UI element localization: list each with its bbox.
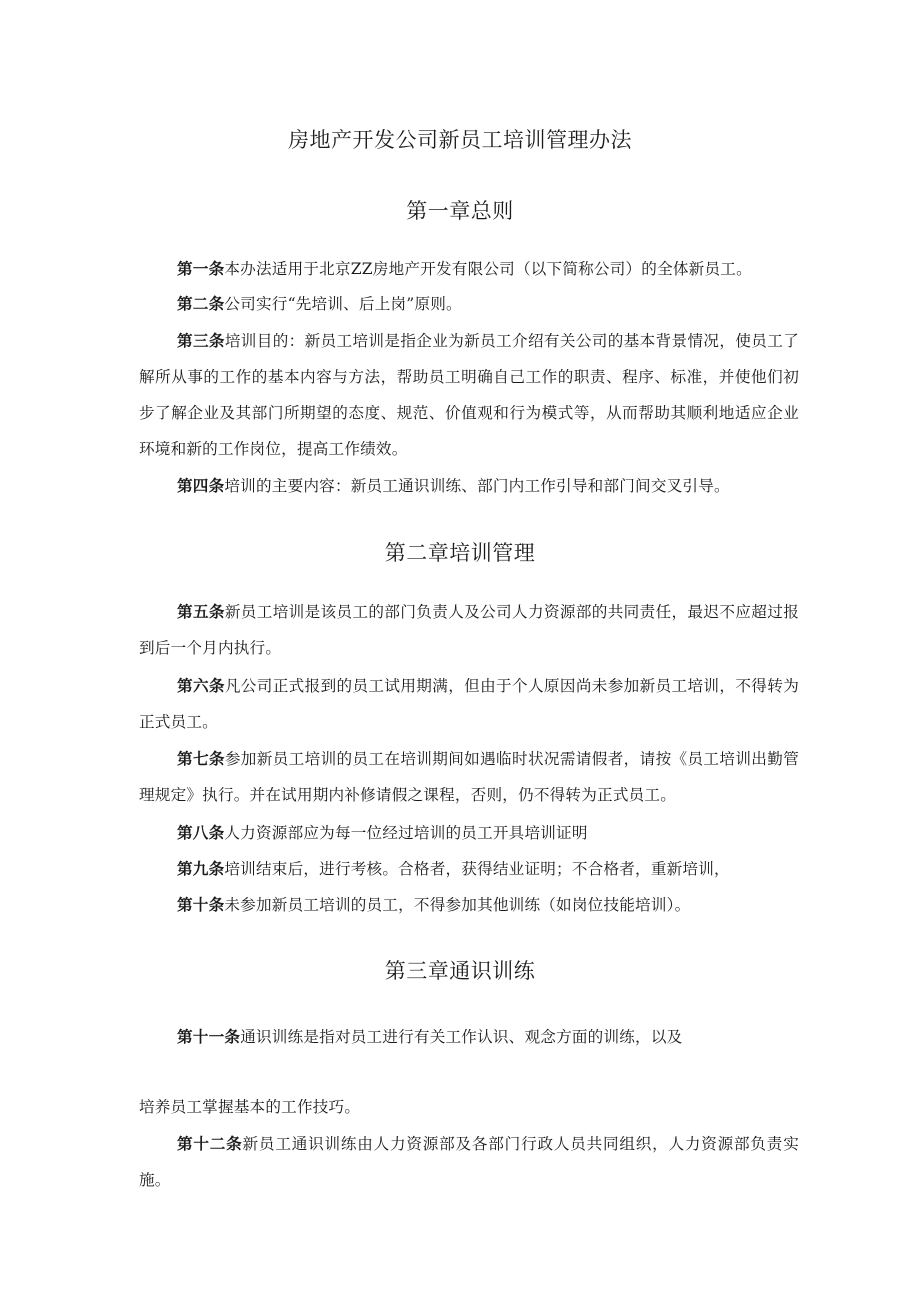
article-2-label: 第二条 bbox=[177, 295, 225, 313]
article-12 bbox=[139, 1126, 799, 1198]
article-8-label: 第八条 bbox=[177, 824, 225, 842]
article-1 bbox=[139, 251, 829, 287]
chapter-3-heading: 第三章通识训练 bbox=[384, 959, 536, 983]
article-5-text: 新员工培训是该员工的部门负责人及公司人力资源部的共同责任，最迟不应超过报到后一个月内执行。 bbox=[139, 603, 799, 657]
article-8-text: 人力资源部应为每一位经过培训的员工开具培训证明 bbox=[224, 824, 588, 842]
article-1-text: 本办法适用于北京ZZ房地产开发有限公司（以下简称公司）的全体新员工。 bbox=[224, 260, 752, 278]
article-6 bbox=[139, 668, 799, 740]
article-1-label: 第一条 bbox=[177, 260, 225, 278]
article-7 bbox=[139, 741, 799, 813]
article-9-text: 培训结束后，进行考核。合格者，获得结业证明；不合格者，重新培训， bbox=[224, 860, 730, 878]
article-10-text: 未参加新员工培训的员工，不得参加其他训练（如岗位技能培训）。 bbox=[224, 896, 691, 914]
article-10-label: 第十条 bbox=[177, 896, 225, 914]
article-4 bbox=[139, 468, 799, 504]
article-3 bbox=[139, 323, 799, 467]
article-5 bbox=[139, 594, 799, 666]
article-3-label: 第三条 bbox=[177, 332, 225, 350]
article-5-label: 第五条 bbox=[177, 603, 225, 621]
article-12-label: 第十二条 bbox=[177, 1135, 243, 1153]
article-11-continuation: 培养员工掌握基本的工作技巧。 bbox=[139, 1098, 361, 1116]
article-7-label: 第七条 bbox=[177, 750, 225, 768]
article-9-label: 第九条 bbox=[177, 860, 225, 878]
article-6-label: 第六条 bbox=[177, 677, 225, 695]
article-10 bbox=[139, 887, 799, 923]
article-6-text: 凡公司正式报到的员工试用期满，但由于个人原因尚未参加新员工培训，不得转为正式员工。 bbox=[139, 677, 799, 731]
article-11 bbox=[139, 1019, 799, 1055]
article-3-text: 培训目的：新员工培训是指企业为新员工介绍有关公司的基本背景情况，使员工了解所从事的工作的基本内容与方法，帮助员工明确自己工作的职责、程序、标准，并使他们初步了解企业及其部门所期望的态度、规范、价值观和行为模式等，从而帮助其顺利地适应企业环境和新的工作岗位，提高工作绩效。 bbox=[139, 332, 799, 458]
article-7-text: 参加新员工培训的员工在培训期间如遇临时状况需请假者，请按《员工培训出勤管理规定》执行。并在试用期内补修请假之课程，否则，仍不得转为正式员工。 bbox=[139, 750, 799, 804]
article-12-text: 新员工通识训练由人力资源部及各部门行政人员共同组织，人力资源部负责实施。 bbox=[139, 1135, 799, 1189]
article-4-label: 第四条 bbox=[177, 477, 225, 495]
article-8 bbox=[139, 815, 799, 851]
document-title: 房地产开发公司新员工培训管理办法 bbox=[288, 128, 632, 152]
article-2 bbox=[139, 286, 799, 322]
article-4-text: 培训的主要内容：新员工通识训练、部门内工作引导和部门间交叉引导。 bbox=[224, 477, 730, 495]
chapter-1-heading: 第一章总则 bbox=[406, 199, 514, 223]
article-9 bbox=[139, 851, 799, 887]
article-2-text: 公司实行“先培训、后上岗”原则。 bbox=[224, 295, 462, 313]
article-11-text: 通识训练是指对员工进行有关工作认识、观念方面的训练，以及 bbox=[240, 1028, 683, 1046]
chapter-2-heading: 第二章培训管理 bbox=[384, 541, 536, 565]
article-11-label: 第十一条 bbox=[177, 1028, 241, 1046]
